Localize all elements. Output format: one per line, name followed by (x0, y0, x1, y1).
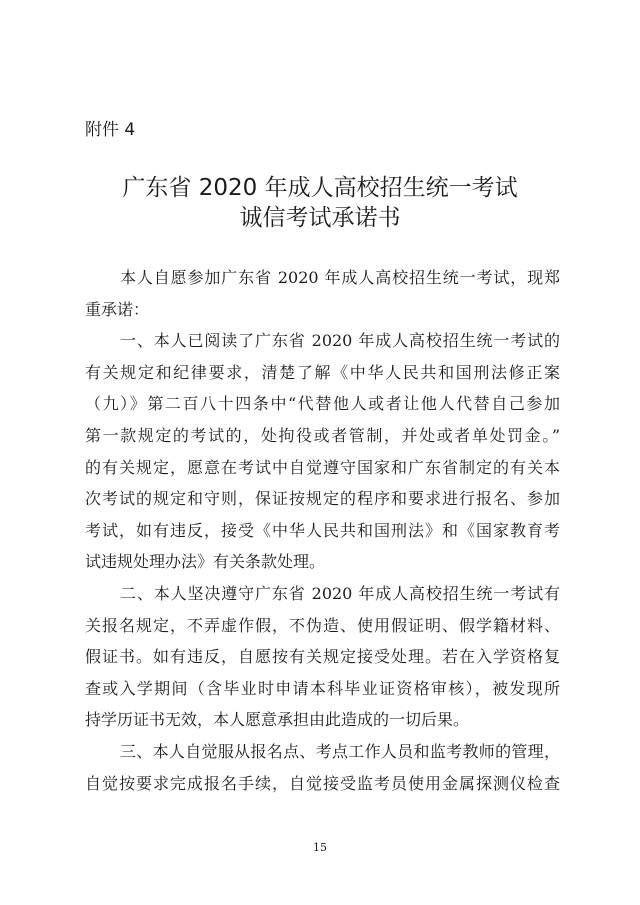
paragraph-2-line-7: 考试，如有违反，接受《中华人民共和国刑法》和《国家教育考 (85, 520, 560, 540)
paragraph-2-line-8: 试违规处理办法》有关条款处理。 (85, 552, 326, 572)
title-line-1: 广东省 2020 年成人高校招生统一考试 (122, 175, 518, 201)
paragraph-3-line-2: 关报名规定，不弄虚作假，不伪造、使用假证明、假学籍材料、 (85, 615, 560, 635)
paragraph-3-line-1: 二、本人坚决遵守广东省 2020 年成人高校招生统一考试有 (120, 583, 560, 603)
paragraph-2-line-3: （九）》第二百八十四条中“代替他人或者让他人代替自己参加 (85, 394, 560, 414)
paragraph-2 (85, 325, 560, 578)
document-title (40, 173, 600, 233)
title-line-2: 诚信考试承诺书 (239, 205, 401, 231)
paragraph-1-line-2: 重承诺： (85, 299, 150, 319)
paragraph-4-line-1: 三、本人自觉服从报名点、考点工作人员和监考教师的管理， (120, 741, 560, 761)
paragraph-2-line-2: 有关规定和纪律要求，清楚了解《中华人民共和国刑法修正案 (85, 362, 560, 382)
paragraph-1-line-1: 本人自愿参加广东省 2020 年成人高校招生统一考试，现郑 (120, 268, 560, 287)
paragraph-2-line-4: 第一款规定的考试的，处拘役或者管制，并处或者单处罚金。” (85, 425, 560, 445)
attachment-label: 附件 4 (85, 120, 136, 140)
paragraph-4 (85, 736, 560, 799)
paragraph-2-line-5: 的有关规定，愿意在考试中自觉遵守国家和广东省制定的有关本 (85, 457, 560, 477)
paragraph-3 (85, 578, 560, 736)
paragraph-3-line-3: 假证书。如有违反，自愿按有关规定接受处理。若在入学资格复 (85, 647, 560, 667)
paragraph-2-line-6: 次考试的规定和守则，保证按规定的程序和要求进行报名、参加 (85, 489, 560, 509)
paragraph-3-line-5: 持学历证书无效，本人愿意承担由此造成的一切后果。 (85, 710, 470, 730)
paragraph-1 (85, 262, 560, 325)
body-text (85, 262, 560, 799)
paragraph-2-line-1: 一、本人已阅读了广东省 2020 年成人高校招生统一考试的 (120, 331, 560, 351)
page-number: 15 (313, 841, 327, 854)
paragraph-4-line-2: 自觉按要求完成报名手续，自觉接受监考员使用金属探测仪检查 (85, 773, 560, 793)
paragraph-3-line-4: 查或入学期间（含毕业时申请本科毕业证资格审核），被发现所 (85, 678, 560, 698)
